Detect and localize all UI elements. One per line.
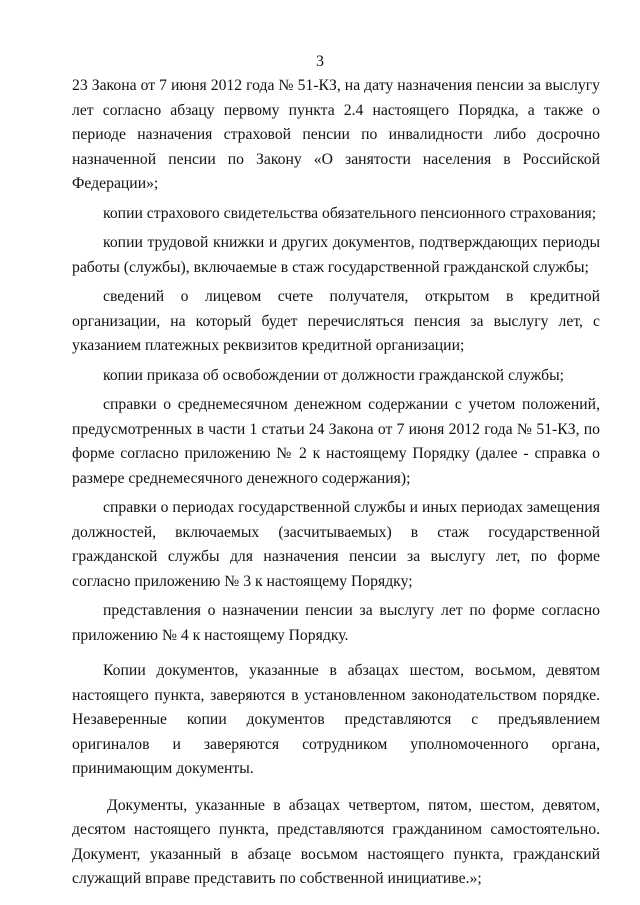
paragraph-personal-account: сведений о лицевом счете получателя, открытом в кредитной организации, на который будет перечисляться пенсия за выслугу лет, с указанием платежных реквизитов кредитной организации; xyxy=(72,288,600,354)
paragraph-service-periods: справки о периодах государственной службы и иных периодах замещения должностей, включаемых (засчитываемых) в стаж государственной гражданской службы для назначения пенсии за выслугу лет, по форме согласно приложению № 3 к настоящему Порядку; xyxy=(72,499,600,590)
page-number: 3 xyxy=(316,53,324,70)
paragraph-dismissal-order: копии приказа об освобождении от должности гражданской службы; xyxy=(103,366,565,384)
paragraph-average-salary: справки о среднемесячном денежном содержании с учетом положений, предусмотренных в части 1 статьи 24 Закона от 7 июня 2012 года № 51-КЗ, по форме согласно приложению № 2 к настоящему Порядку (далее - справка о размере среднемесячного денежного содержания); xyxy=(72,396,600,487)
paragraph-continuation: 23 Закона от 7 июня 2012 года № 51-КЗ, на дату назначения пенсии за выслугу лет согласно абзацу первому пункта 2.4 настоящего Порядка, а также о периоде назначения страховой пенсии по инвалидности либо досрочно назначенной пенсии по Закону «О занятости населения в Российской Федерации»; xyxy=(72,77,600,192)
paragraph-pension-submission: представления о назначении пенсии за выслугу лет по форме согласно приложению № 4 к настоящему Порядку. xyxy=(72,602,600,644)
paragraph-employment-record: копии трудовой книжки и других документов, подтверждающих периоды работы (службы), включаемые в стаж государственной гражданской службы; xyxy=(72,234,600,276)
paragraph-insurance-certificate: копии страхового свидетельства обязательного пенсионного страхования; xyxy=(103,204,597,222)
paragraph-document-copies: Копии документов, указанные в абзацах шестом, восьмом, девятом настоящего пункта, заверяются в установленном законодательством порядке. Незаверенные копии документов представляются с предъявлением оригиналов и заверяются сотрудником уполномоченного органа, принимающим документы. xyxy=(72,662,600,777)
document-body xyxy=(72,74,600,892)
paragraph-submission-rules: Документы, указанные в абзацах четвертом, пятом, шестом, девятом, десятом настоящего пункта, представляются гражданином самостоятельно. Документ, указанный в абзаце восьмом настоящего пункта, гражданский служащий вправе представить по собственной инициативе.»; xyxy=(72,796,600,887)
